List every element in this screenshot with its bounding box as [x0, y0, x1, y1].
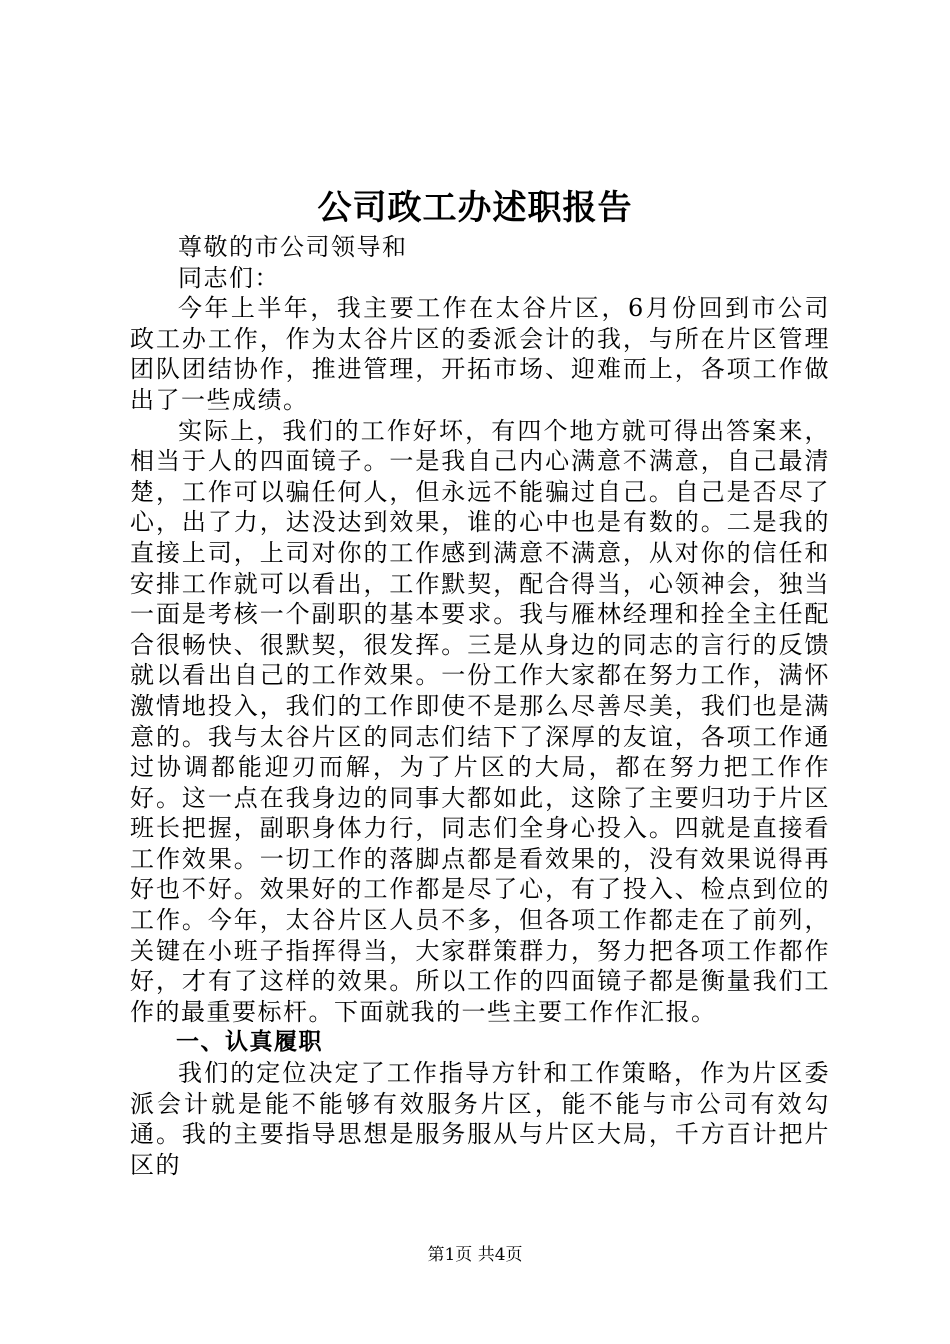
body-paragraph-intro: 今年上半年，我主要工作在太谷片区，6月份回到市公司政工办工作，作为太谷片区的委派会计的我，与所在片区管理团队团结协作，推进管理，开拓市场、迎难而上，各项工作做出了一些成绩。: [130, 294, 830, 414]
document-body: [130, 232, 830, 1180]
body-paragraph-positioning: 我们的定位决定了工作指导方针和工作策略，作为片区委派会计就是能不能够有效服务片区，能不能与市公司有效勾通。我的主要指导思想是服务服从与片区大局，千方百计把片区的: [130, 1059, 830, 1179]
document-title: 公司政工办述职报告: [317, 188, 633, 228]
page-footer: 第1页 共4页: [427, 1245, 523, 1265]
salutation-line-1: 尊敬的市公司领导和: [178, 233, 408, 261]
salutation-line-2: 同志们：: [178, 263, 280, 292]
body-paragraph-four-mirrors: 实际上，我们的工作好坏，有四个地方就可得出答案来，相当于人的四面镜子。一是我自己内心满意不满意，自己最清楚，工作可以骗任何人，但永远不能骗过自己。自己是否尽了心，出了力，达没达到效果，谁的心中也是有数的。二是我的直接上司，上司对你的工作感到满意不满意，从对你的信任和安排工作就可以看出，工作默契，配合得当，心领神会，独当一面是考核一个副职的基本要求。我与雁林经理和拴全主任配合很畅快、很默契，很发挥。三是从身边的同志的言行的反馈就以看出自己的工作效果。一份工作大家都在努力工作，满怀激情地投入，我们的工作即使不是那么尽善尽美，我们也是满意的。我与太谷片区的同志们结下了深厚的友谊，各项工作通过协调都能迎刃而解，为了片区的大局，都在努力把工作作好。这一点在我身边的同事大都如此，这除了主要归功于片区班长把握，副职身体力行，同志们全身心投入。四就是直接看工作效果。一切工作的落脚点都是看效果的，没有效果说得再好也不好。效果好的工作都是尽了心，有了投入、检点到位的工作。今年，太谷片区人员不多，但各项工作都走在了前列，关键在小班子指挥得当，大家群策群力，努力把各项工作都作好，才有了这样的效果。所以工作的四面镜子都是衡量我们工作的最重要标杆。下面就我的一些主要工作作汇报。: [130, 416, 830, 1026]
section-heading: 一、认真履职: [176, 1029, 323, 1056]
